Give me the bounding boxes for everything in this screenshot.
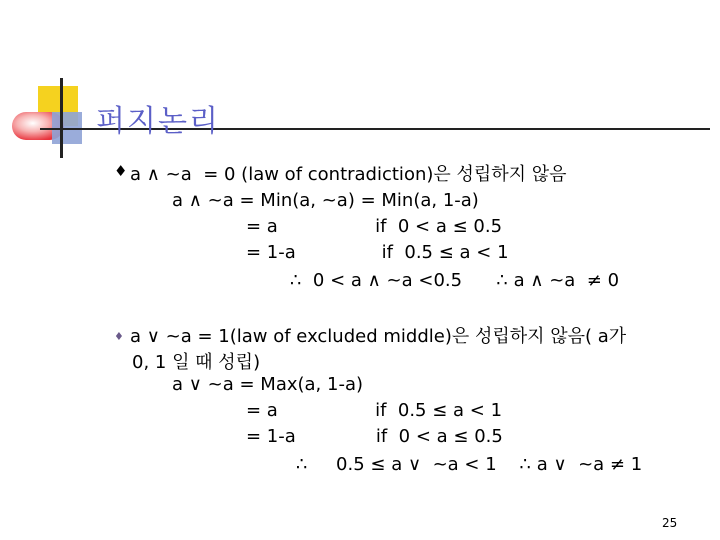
section2-line-6: ∴ 0.5 ≤ a ∨ ~a < 1 ∴ a ∨ ~a ≠ 1 — [296, 454, 643, 475]
diamond-bullet-icon: ♦ — [114, 162, 128, 180]
section2-line-3: a ∨ ~a = Max(a, 1-a) — [172, 374, 363, 395]
section2-line-1: a ∨ ~a = 1(law of excluded middle)은 성립하지 않음( a가 — [130, 326, 627, 347]
slide-title: 퍼지논리 — [96, 104, 220, 139]
section2-line-2: 0, 1 일 때 성립) — [132, 352, 261, 373]
section1-line-3: = a if 0 < a ≤ 0.5 — [246, 216, 503, 237]
section1-line-1: a ∧ ~a = 0 (law of contradiction)은 성립하지 않음 — [130, 164, 567, 185]
section1-line-4: = 1-a if 0.5 ≤ a < 1 — [246, 242, 509, 263]
section1-line-5: ∴ 0 < a ∧ ~a <0.5 ∴ a ∧ ~a ≠ 0 — [290, 270, 620, 291]
diamond-bullet-icon: ♦ — [114, 330, 124, 343]
page-number: 25 — [662, 516, 678, 530]
section2-line-4: = a if 0.5 ≤ a < 1 — [246, 400, 503, 421]
section1-line-2: a ∧ ~a = Min(a, ~a) = Min(a, 1-a) — [172, 190, 479, 211]
section2-line-5: = 1-a if 0 < a ≤ 0.5 — [246, 426, 503, 447]
decor-vertical-line — [60, 78, 63, 158]
